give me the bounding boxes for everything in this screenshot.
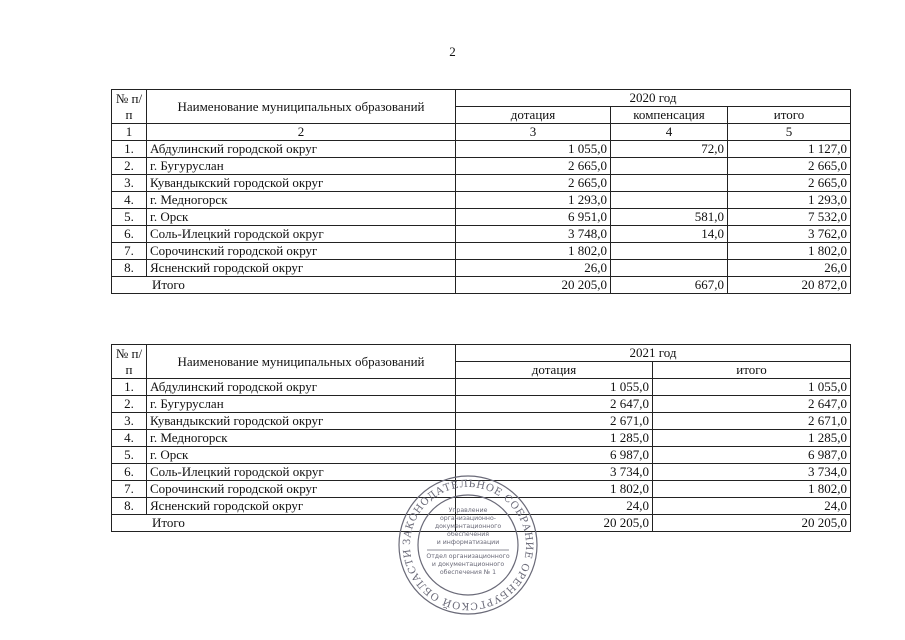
- row-total: 26,0: [728, 260, 851, 277]
- row-total: 3 762,0: [728, 226, 851, 243]
- row-compensation: 14,0: [611, 226, 728, 243]
- row-num: 1.: [112, 141, 147, 158]
- total-label: Итого: [112, 515, 456, 532]
- row-num: 5.: [112, 447, 147, 464]
- row-num: 7.: [112, 243, 147, 260]
- stamp-inner-line: и информатизации: [436, 539, 500, 546]
- row-name: Сорочинский городской округ: [147, 481, 456, 498]
- row-num: 1.: [112, 379, 147, 396]
- row-num: 7.: [112, 481, 147, 498]
- table-row: [112, 226, 851, 243]
- stamp-seal-icon: [397, 474, 539, 616]
- row-dotation: 2 665,0: [456, 175, 611, 192]
- header-row: [112, 345, 851, 362]
- row-total: 3 734,0: [653, 464, 851, 481]
- row-num: 8.: [112, 260, 147, 277]
- header-num: № п/п: [112, 90, 147, 124]
- row-name: Кувандыкский городской округ: [147, 413, 456, 430]
- row-dotation: 1 802,0: [456, 243, 611, 260]
- row-num: 8.: [112, 498, 147, 515]
- stamp-inner-line: Управление: [448, 507, 488, 514]
- total-compensation: 667,0: [611, 277, 728, 294]
- index-cell: 5: [728, 124, 851, 141]
- total-row: [112, 277, 851, 294]
- row-compensation: 581,0: [611, 209, 728, 226]
- row-total: 7 532,0: [728, 209, 851, 226]
- row-compensation: [611, 175, 728, 192]
- row-dotation: 2 671,0: [456, 413, 653, 430]
- row-name: г. Орск: [147, 209, 456, 226]
- stamp-inner-line: обеспечения № 1: [439, 569, 497, 576]
- stamp-inner-line: Отдел организационного: [426, 553, 510, 560]
- total-total: 20 205,0: [653, 515, 851, 532]
- row-total: 2 671,0: [653, 413, 851, 430]
- row-num: 3.: [112, 175, 147, 192]
- row-dotation: 24,0: [456, 498, 653, 515]
- row-total: 1 055,0: [653, 379, 851, 396]
- row-name: г. Бугуруслан: [147, 158, 456, 175]
- row-name: Ясненский городской округ: [147, 260, 456, 277]
- subheader-total: итого: [653, 362, 851, 379]
- row-dotation: 3 734,0: [456, 464, 653, 481]
- table-row: [112, 158, 851, 175]
- table-row: [112, 141, 851, 158]
- header-num: № п/п: [112, 345, 147, 379]
- row-name: г. Орск: [147, 447, 456, 464]
- index-row: [112, 124, 851, 141]
- row-dotation: 1 802,0: [456, 481, 653, 498]
- row-dotation: 2 647,0: [456, 396, 653, 413]
- row-total: 1 802,0: [728, 243, 851, 260]
- total-dotation: 20 205,0: [456, 515, 653, 532]
- page-number: 2: [449, 44, 456, 59]
- row-total: 6 987,0: [653, 447, 851, 464]
- stamp-inner-line: и документационного: [431, 561, 505, 568]
- table-2020: [111, 89, 851, 294]
- row-num: 4.: [112, 430, 147, 447]
- stamp-inner-line: обеспечения: [447, 531, 489, 538]
- row-total: 2 647,0: [653, 396, 851, 413]
- row-num: 2.: [112, 158, 147, 175]
- row-compensation: [611, 260, 728, 277]
- row-num: 6.: [112, 464, 147, 481]
- row-num: 2.: [112, 396, 147, 413]
- subheader-compensation: компенсация: [611, 107, 728, 124]
- header-name: Наименование муниципальных образований: [147, 90, 456, 124]
- header-name: Наименование муниципальных образований: [147, 345, 456, 379]
- table-row: [112, 175, 851, 192]
- table-row: [112, 413, 851, 430]
- row-num: 4.: [112, 192, 147, 209]
- header-row: [112, 90, 851, 107]
- official-stamp: [397, 474, 539, 616]
- table-row: [112, 379, 851, 396]
- row-num: 6.: [112, 226, 147, 243]
- table-row: [112, 447, 851, 464]
- row-name: Абдулинский городской округ: [147, 379, 456, 396]
- table-row: [112, 192, 851, 209]
- row-total: 1 802,0: [653, 481, 851, 498]
- row-dotation: 1 285,0: [456, 430, 653, 447]
- row-name: г. Медногорск: [147, 192, 456, 209]
- row-num: 5.: [112, 209, 147, 226]
- row-compensation: [611, 158, 728, 175]
- row-compensation: [611, 192, 728, 209]
- row-name: Кувандыкский городской округ: [147, 175, 456, 192]
- total-dotation: 20 205,0: [456, 277, 611, 294]
- row-dotation: 26,0: [456, 260, 611, 277]
- row-total: 1 285,0: [653, 430, 851, 447]
- row-name: г. Бугуруслан: [147, 396, 456, 413]
- stamp-inner-line: организационно-: [439, 515, 497, 522]
- total-total: 20 872,0: [728, 277, 851, 294]
- row-total: 2 665,0: [728, 158, 851, 175]
- row-dotation: 3 748,0: [456, 226, 611, 243]
- row-dotation: 6 951,0: [456, 209, 611, 226]
- row-dotation: 1 055,0: [456, 141, 611, 158]
- row-total: 2 665,0: [728, 175, 851, 192]
- subheader-total: итого: [728, 107, 851, 124]
- row-num: 3.: [112, 413, 147, 430]
- row-total: 24,0: [653, 498, 851, 515]
- table-row: [112, 209, 851, 226]
- row-compensation: [611, 243, 728, 260]
- table-row: [112, 260, 851, 277]
- total-label: Итого: [112, 277, 456, 294]
- index-cell: 1: [112, 124, 147, 141]
- subheader-dotation: дотация: [456, 362, 653, 379]
- stamp-inner-line: документационного: [434, 523, 502, 530]
- table-row: [112, 430, 851, 447]
- table-row: [112, 243, 851, 260]
- row-dotation: 1 293,0: [456, 192, 611, 209]
- row-dotation: 2 665,0: [456, 158, 611, 175]
- row-name: Абдулинский городской округ: [147, 141, 456, 158]
- row-name: Ясненский городской округ: [147, 498, 456, 515]
- row-dotation: 1 055,0: [456, 379, 653, 396]
- subheader-dotation: дотация: [456, 107, 611, 124]
- index-cell: 3: [456, 124, 611, 141]
- stamp-outer-text: ЗАКОНОДАТЕЛЬНОЕ СОБРАНИЕ ОРЕНБУРГСКОЙ ОБЛАСТИ: [401, 478, 535, 612]
- row-total: 1 293,0: [728, 192, 851, 209]
- row-name: Сорочинский городской округ: [147, 243, 456, 260]
- header-year: 2021 год: [456, 345, 851, 362]
- row-name: Соль-Илецкий городской округ: [147, 226, 456, 243]
- index-cell: 4: [611, 124, 728, 141]
- header-year: 2020 год: [456, 90, 851, 107]
- row-dotation: 6 987,0: [456, 447, 653, 464]
- row-total: 1 127,0: [728, 141, 851, 158]
- index-cell: 2: [147, 124, 456, 141]
- table-row: [112, 396, 851, 413]
- row-name: Соль-Илецкий городской округ: [147, 464, 456, 481]
- row-compensation: 72,0: [611, 141, 728, 158]
- row-name: г. Медногорск: [147, 430, 456, 447]
